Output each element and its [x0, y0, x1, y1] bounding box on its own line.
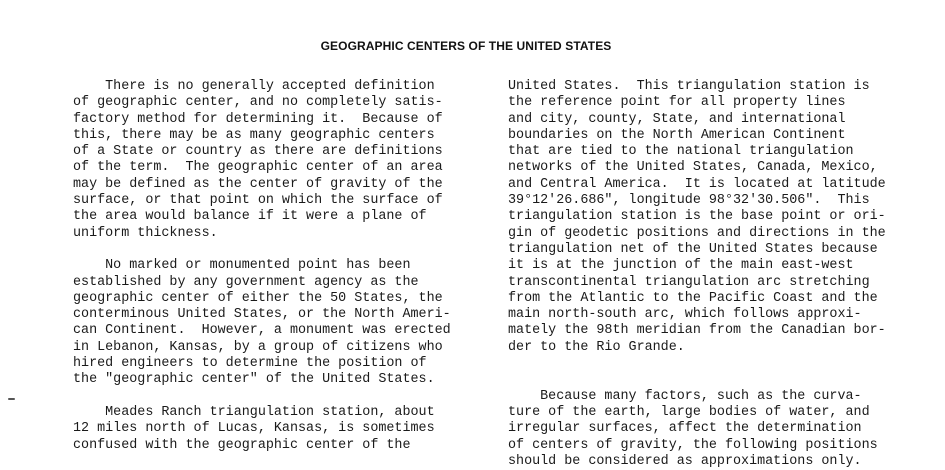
- right-column-line: 39°12'26.686", longitude 98°32'30.506". This: [508, 193, 870, 209]
- left-column-line: Meades Ranch triangulation station, about: [73, 404, 435, 420]
- right-column-line: triangulation station is the base point or ori-: [508, 209, 886, 225]
- left-column-line: uniform thickness.: [73, 225, 218, 241]
- right-column-line: der to the Rio Grande.: [508, 339, 685, 355]
- left-column-line: established by any government agency as the: [73, 274, 419, 290]
- right-column-line: ture of the earth, large bodies of water, and: [508, 404, 870, 420]
- left-text-column: [73, 79, 453, 454]
- right-text-column: [508, 79, 888, 470]
- right-column-line: irregular surfaces, affect the determination: [508, 421, 862, 437]
- left-column-line: No marked or monumented point has been: [73, 258, 411, 274]
- paragraph-gap: [73, 389, 453, 405]
- right-column-line: and Central America. It is located at latitude: [508, 176, 886, 192]
- left-column-line: the "geographic center" of the United States.: [73, 372, 435, 388]
- right-column-line: from the Atlantic to the Pacific Coast and the: [508, 290, 878, 306]
- right-column-line: of centers of gravity, the following positions: [508, 437, 878, 453]
- left-column-line: of geographic center, and no completely satis-: [73, 95, 443, 111]
- right-column-line: Because many factors, such as the curva-: [508, 388, 862, 404]
- right-column-line: networks of the United States, Canada, Mexico,: [508, 160, 878, 176]
- right-column-line: gin of geodetic positions and directions in the: [508, 225, 886, 241]
- left-column-line: of the term. The geographic center of an area: [73, 160, 443, 176]
- right-column-line: should be considered as approximations only.: [508, 453, 862, 469]
- left-column-line: can Continent. However, a monument was erected: [73, 323, 451, 339]
- right-column-line: main north-south arc, which follows approxi-: [508, 307, 862, 323]
- page-title: GEOGRAPHIC CENTERS OF THE UNITED STATES: [320, 39, 612, 53]
- left-column-line: confused with the geographic center of the: [73, 437, 411, 453]
- paragraph-gap: [508, 356, 888, 372]
- right-column-line: transcontinental triangulation arc stretching: [508, 274, 870, 290]
- paragraph-gap: [508, 372, 888, 388]
- left-column-line: surface, or that point on which the surface of: [73, 193, 443, 209]
- left-column-line: There is no generally accepted definition: [73, 79, 435, 94]
- right-column-line: that are tied to the national triangulation: [508, 144, 854, 160]
- right-column-line: it is at the junction of the main east-west: [508, 258, 854, 274]
- left-column-line: this, there may be as many geographic centers: [73, 127, 435, 143]
- paragraph-gap: [73, 242, 453, 258]
- left-column-line: 12 miles north of Lucas, Kansas, is sometimes: [73, 421, 435, 437]
- left-column-line: of a State or country as there are definitions: [73, 144, 443, 160]
- left-column-line: factory method for determining it. Because of: [73, 111, 443, 127]
- left-column-line: geographic center of either the 50 States, the: [73, 290, 443, 306]
- right-column-line: triangulation net of the United States because: [508, 241, 878, 257]
- right-column-line: mately the 98th meridian from the Canadian bor-: [508, 323, 886, 339]
- left-column-line: the area would balance if it were a plane of: [73, 209, 427, 225]
- right-column-line: the reference point for all property lines: [508, 95, 846, 111]
- left-column-line: conterminous United States, or the North Ameri-: [73, 307, 451, 323]
- right-column-line: and city, county, State, and international: [508, 111, 846, 127]
- right-column-line: boundaries on the North American Continent: [508, 127, 846, 143]
- left-column-line: may be defined as the center of gravity of the: [73, 176, 443, 192]
- left-column-line: in Lebanon, Kansas, by a group of citizens who: [73, 339, 443, 355]
- margin-mark: [8, 398, 15, 400]
- left-column-line: hired engineers to determine the position of: [73, 356, 427, 372]
- right-column-line: United States. This triangulation station is: [508, 79, 870, 94]
